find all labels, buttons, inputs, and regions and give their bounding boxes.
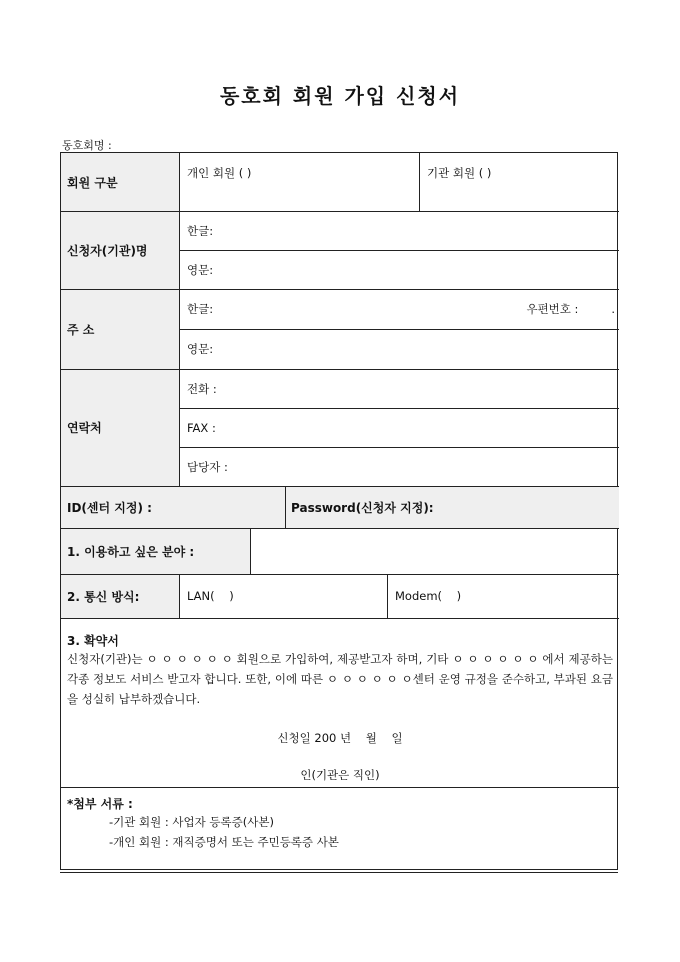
applicant-korean-field[interactable]: 한글: bbox=[187, 223, 214, 238]
contact-label: 연락처 bbox=[61, 369, 179, 486]
applicant-label: 신청자(기관)명 bbox=[61, 211, 179, 289]
attachments-heading: *첨부 서류 : bbox=[67, 797, 133, 811]
lan-option[interactable]: LAN( ) bbox=[187, 589, 234, 603]
manager-field[interactable]: 담당자 : bbox=[187, 459, 228, 474]
individual-member-field[interactable]: 개인 회원 ( ) bbox=[187, 166, 252, 180]
address-korean-field[interactable]: 한글: bbox=[187, 302, 214, 316]
field-label: 1. 이용하고 싶은 분야 : bbox=[61, 528, 250, 574]
institution-member-field[interactable]: 기관 회원 ( ) bbox=[427, 166, 492, 180]
address-label: 주 소 bbox=[61, 289, 179, 369]
pledge-body: 신청자(기관)는 ㅇ ㅇ ㅇ ㅇ ㅇ ㅇ 회원으로 가입하여, 제공받고자 하며, 기타 ㅇ ㅇ ㅇ ㅇ ㅇ ㅇ 에서 제공하는 각종 정보도 서비스 받고자 합니다. 또한, 이에 따른 ㅇ ㅇ ㅇ ㅇ ㅇ ㅇ센터 운영 규정을 준수하고, 부과된 요금을 성실히 납부하겠습니다. bbox=[67, 652, 613, 706]
modem-option[interactable]: Modem( ) bbox=[395, 589, 462, 603]
field-input[interactable] bbox=[250, 528, 619, 574]
page-title: 동호회 회원 가입 신청서 bbox=[219, 84, 461, 108]
phone-field[interactable]: 전화 : bbox=[187, 381, 217, 396]
application-form bbox=[60, 152, 618, 870]
member-type-label: 회원 구분 bbox=[61, 153, 179, 211]
fax-field[interactable]: FAX : bbox=[187, 420, 216, 435]
password-label: Password(신청자 지정): bbox=[285, 486, 619, 528]
applicant-english-field[interactable]: 영문: bbox=[187, 262, 214, 277]
attachments-section bbox=[61, 787, 619, 871]
comm-label: 2. 통신 방식: bbox=[61, 574, 179, 618]
attachment-item: -기관 회원 : 사업자 등록증(사본) bbox=[109, 815, 274, 829]
attachment-item: -개인 회원 : 재직증명서 또는 주민등록증 사본 bbox=[109, 835, 339, 849]
pledge-heading: 3. 확약서 bbox=[67, 634, 119, 648]
seal-line: 인(기관은 직인) bbox=[300, 768, 380, 782]
address-english-field[interactable]: 영문: bbox=[187, 342, 214, 356]
bottom-rule bbox=[60, 872, 618, 873]
club-name-label: 동호회명 : bbox=[62, 139, 112, 152]
pledge-section bbox=[61, 629, 619, 787]
id-label: ID(센터 지정) : bbox=[61, 486, 285, 528]
application-date: 신청일 200 년 월 일 bbox=[277, 731, 403, 745]
postal-code-field[interactable]: 우편번호 : . bbox=[526, 302, 615, 316]
